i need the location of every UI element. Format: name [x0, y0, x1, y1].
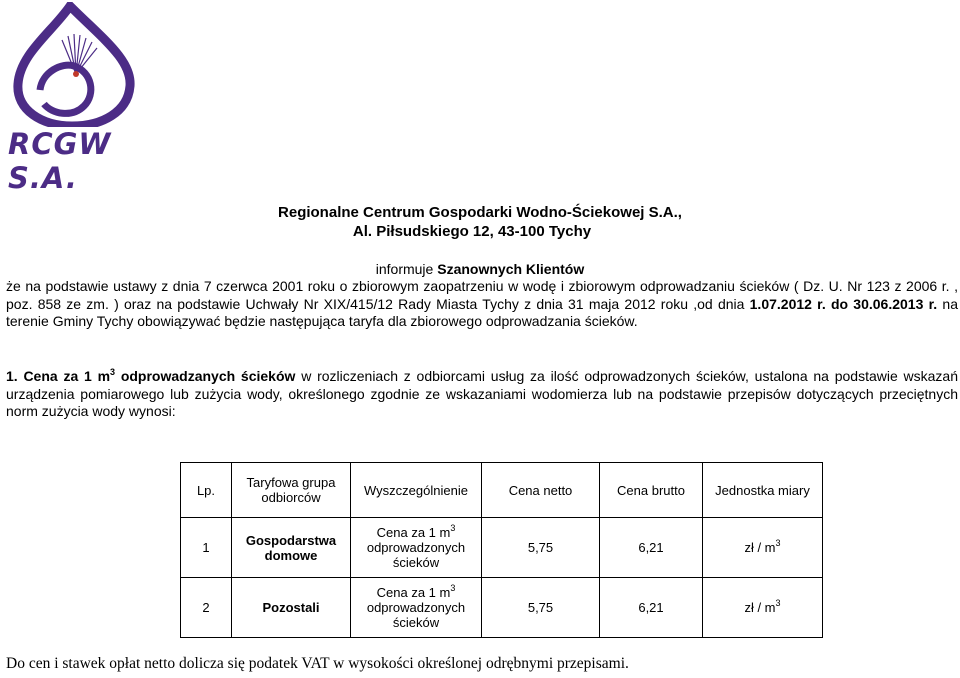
cell-group: Pozostali	[232, 578, 351, 638]
water-drop-logo-icon	[2, 2, 174, 127]
company-logo	[2, 2, 174, 195]
header-spec: Wyszczególnienie	[351, 463, 482, 518]
company-address: Al. Piłsudskiego 12, 43-100 Tychy	[352, 223, 592, 240]
announcement-verb: informuje	[375, 261, 434, 277]
unit-text: zł / m	[744, 540, 776, 555]
announcement-recipients: Szanownych Klientów	[437, 261, 585, 277]
table-row	[181, 518, 823, 578]
date-to: do 30.06.2013 r.	[830, 295, 938, 312]
spec-text-a: Cena za 1 m	[376, 525, 451, 540]
section-1-heading	[6, 368, 295, 384]
unit-text: zł / m	[744, 600, 776, 615]
header-net: Cena netto	[482, 463, 600, 518]
header-unit: Jednostka miary	[703, 463, 823, 518]
cell-unit	[703, 578, 823, 638]
section-1-heading-b: odprowadzanych ścieków	[115, 368, 296, 384]
header-gross: Cena brutto	[600, 463, 703, 518]
unit-sup: 3	[775, 538, 781, 548]
spec-sup: 3	[450, 523, 456, 533]
cell-unit	[703, 518, 823, 578]
intro-paragraph	[6, 278, 958, 331]
spec-text-b: odprowadzonych ścieków	[366, 540, 466, 570]
company-name: Regionalne Centrum Gospodarki Wodno-Ściekowej S.A.,	[278, 204, 682, 221]
spec-text-b: odprowadzonych ścieków	[366, 600, 466, 630]
section-1-heading-a: 1. Cena za 1 m	[6, 368, 111, 384]
intro-text-1: że na podstawie ustawy z dnia 7 czerwca 2001 roku o zbiorowym zaopatrzeniu w wodę i zbiorowym odprowadzaniu ścieków ( Dz. U. Nr 123 z 2006 r. , poz. 858 ze zm. ) oraz na podstawie Uchwały Nr XIX/415/12 Rady Miasta Tychy z dnia 31 maja 2012 roku ,od dnia	[6, 278, 958, 312]
spec-sup: 3	[450, 583, 456, 593]
section-1-body: w rozliczeniach z odbiorcami usług za ilość odprowadzonych ścieków, ustalona na podstawie wskazań urządzenia pomiarowego lub zużycia wody, określonego zgodnie ze wskazaniami wodomierza lub na podstawie przepisów dotyczących przeciętnych norm zużycia wody wynosi:	[6, 368, 959, 419]
cell-lp: 1	[181, 518, 232, 578]
unit-sup: 3	[775, 598, 781, 608]
table-header-row	[181, 463, 823, 518]
table-row	[181, 578, 823, 638]
cell-spec	[351, 578, 482, 638]
header-group: Taryfowa grupa odbiorców	[232, 463, 351, 518]
spec-text-a: Cena za 1 m	[376, 585, 451, 600]
section-1-paragraph	[6, 368, 958, 421]
cell-gross: 6,21	[600, 518, 703, 578]
vat-note: Do cen i stawek opłat netto dolicza się podatek VAT w wysokości określonej odrębnymi przepisami.	[6, 655, 629, 672]
cell-lp: 2	[181, 578, 232, 638]
tariff-table	[180, 462, 823, 638]
cell-net: 5,75	[482, 518, 600, 578]
cell-spec	[351, 518, 482, 578]
cell-group: Gospodarstwa domowe	[232, 518, 351, 578]
announcement-line	[0, 261, 960, 277]
cell-net: 5,75	[482, 578, 600, 638]
header-lp: Lp.	[181, 463, 232, 518]
logo-text: RCGW S.A.	[8, 127, 112, 195]
date-from: 1.07.2012 r.	[749, 295, 826, 312]
cell-gross: 6,21	[600, 578, 703, 638]
section-1-heading-sup: 3	[110, 367, 116, 377]
intro-text-3: na terenie Gminy Tychy obowiązywać będzie następująca taryfa dla zbiorowego odprowadzania ścieków.	[6, 295, 958, 329]
